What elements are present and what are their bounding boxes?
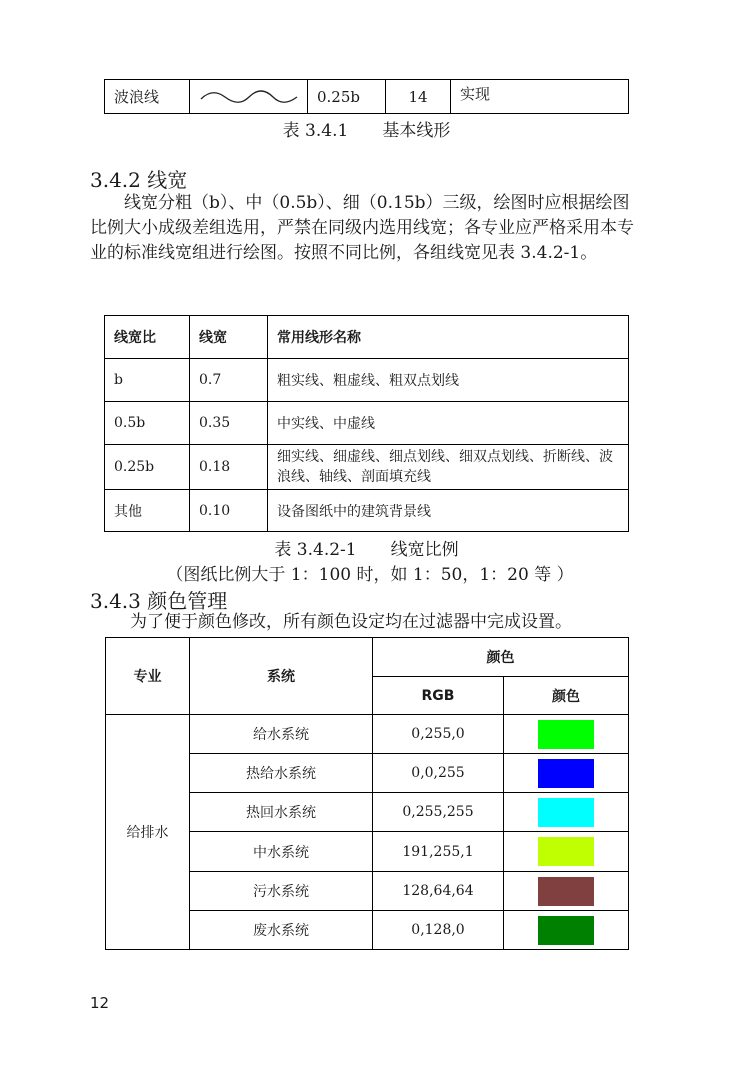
system-cell: 污水系统 bbox=[190, 872, 373, 911]
table-caption-3-4-1: 表 3.4.1 基本线形 bbox=[282, 121, 451, 141]
table-cell: 其他 bbox=[105, 490, 190, 532]
table-cell: 中实线、中虚线 bbox=[268, 402, 629, 445]
line-name-cell: 波浪线 bbox=[105, 80, 190, 114]
table-row bbox=[105, 445, 629, 490]
line-note-cell: 实现 bbox=[451, 80, 629, 114]
table-note: （图纸比例大于 1：100 时，如 1：50，1：20 等 ） bbox=[166, 565, 574, 585]
column-header: 线宽 bbox=[190, 316, 268, 359]
table-cell: 0.7 bbox=[190, 359, 268, 402]
table-cell: 细实线、细虚线、细点划线、细双点划线、折断线、波浪线、轴线、剖面填充线 bbox=[268, 445, 629, 490]
discipline-cell: 给排水 bbox=[106, 715, 190, 950]
column-header-discipline: 专业 bbox=[106, 638, 190, 715]
system-cell: 中水系统 bbox=[190, 832, 373, 872]
color-cell bbox=[504, 793, 629, 832]
table-cell: 0.35 bbox=[190, 402, 268, 445]
section-paragraph-3-4-2: 线宽分粗（b）、中（0.5b）、细（0.15b）三级，绘图时应根据绘图比例大小成级差组选用，严禁在同级内选用线宽；各专业应严格采用本专业的标准线宽组进行绘图。按照不同比例，各组线宽见表 3.4.2-1。 bbox=[90, 193, 634, 263]
table-cell: 0.18 bbox=[190, 445, 268, 490]
column-header-system: 系统 bbox=[190, 638, 373, 715]
color-cell bbox=[504, 754, 629, 793]
table-cell: b bbox=[105, 359, 190, 402]
table-cell: 设备图纸中的建筑背景线 bbox=[268, 490, 629, 532]
section-heading-3-4-2: 3.4.2 线宽 bbox=[90, 168, 188, 192]
table-header-row bbox=[105, 316, 629, 359]
rgb-cell: 0,255,255 bbox=[373, 793, 504, 832]
table-cell: 粗实线、粗虚线、粗双点划线 bbox=[268, 359, 629, 402]
rgb-cell: 0,255,0 bbox=[373, 715, 504, 754]
line-width-cell: 0.25b bbox=[308, 80, 386, 114]
color-cell bbox=[504, 832, 629, 872]
column-header: 线宽比 bbox=[105, 316, 190, 359]
color-swatch bbox=[538, 759, 594, 788]
column-header-color-group: 颜色 bbox=[373, 638, 629, 677]
basic-line-types-table bbox=[104, 79, 629, 114]
table-row bbox=[105, 359, 629, 402]
color-swatch bbox=[538, 720, 594, 749]
table-row bbox=[105, 402, 629, 445]
color-swatch bbox=[538, 916, 594, 945]
rgb-cell: 191,255,1 bbox=[373, 832, 504, 872]
color-cell bbox=[504, 872, 629, 911]
column-header: 常用线形名称 bbox=[268, 316, 629, 359]
table-cell: 0.25b bbox=[105, 445, 190, 490]
table-cell: 0.10 bbox=[190, 490, 268, 532]
system-cell: 热给水系统 bbox=[190, 754, 373, 793]
rgb-cell: 128,64,64 bbox=[373, 872, 504, 911]
section-paragraph-3-4-3: 为了便于颜色修改，所有颜色设定均在过滤器中完成设置。 bbox=[130, 612, 572, 632]
color-management-table bbox=[105, 637, 629, 950]
column-header-color: 颜色 bbox=[504, 677, 629, 715]
line-code-cell: 14 bbox=[386, 80, 451, 114]
line-sample-cell bbox=[190, 80, 308, 114]
system-cell: 废水系统 bbox=[190, 911, 373, 950]
column-header-rgb: RGB bbox=[373, 677, 504, 715]
section-heading-3-4-3: 3.4.3 颜色管理 bbox=[90, 589, 228, 613]
table-row bbox=[105, 490, 629, 532]
page-number: 12 bbox=[90, 994, 110, 1012]
wave-line-icon bbox=[199, 87, 299, 107]
color-swatch bbox=[538, 798, 594, 827]
table-caption-3-4-2-1: 表 3.4.2-1 线宽比例 bbox=[274, 540, 459, 560]
color-cell bbox=[504, 715, 629, 754]
system-cell: 热回水系统 bbox=[190, 793, 373, 832]
line-width-table bbox=[104, 315, 629, 532]
rgb-cell: 0,0,255 bbox=[373, 754, 504, 793]
table-row bbox=[106, 715, 629, 754]
table-header-row bbox=[106, 638, 629, 677]
table-cell: 0.5b bbox=[105, 402, 190, 445]
table-row bbox=[105, 80, 629, 114]
color-swatch bbox=[538, 837, 594, 866]
rgb-cell: 0,128,0 bbox=[373, 911, 504, 950]
system-cell: 给水系统 bbox=[190, 715, 373, 754]
color-swatch bbox=[538, 877, 594, 906]
color-cell bbox=[504, 911, 629, 950]
